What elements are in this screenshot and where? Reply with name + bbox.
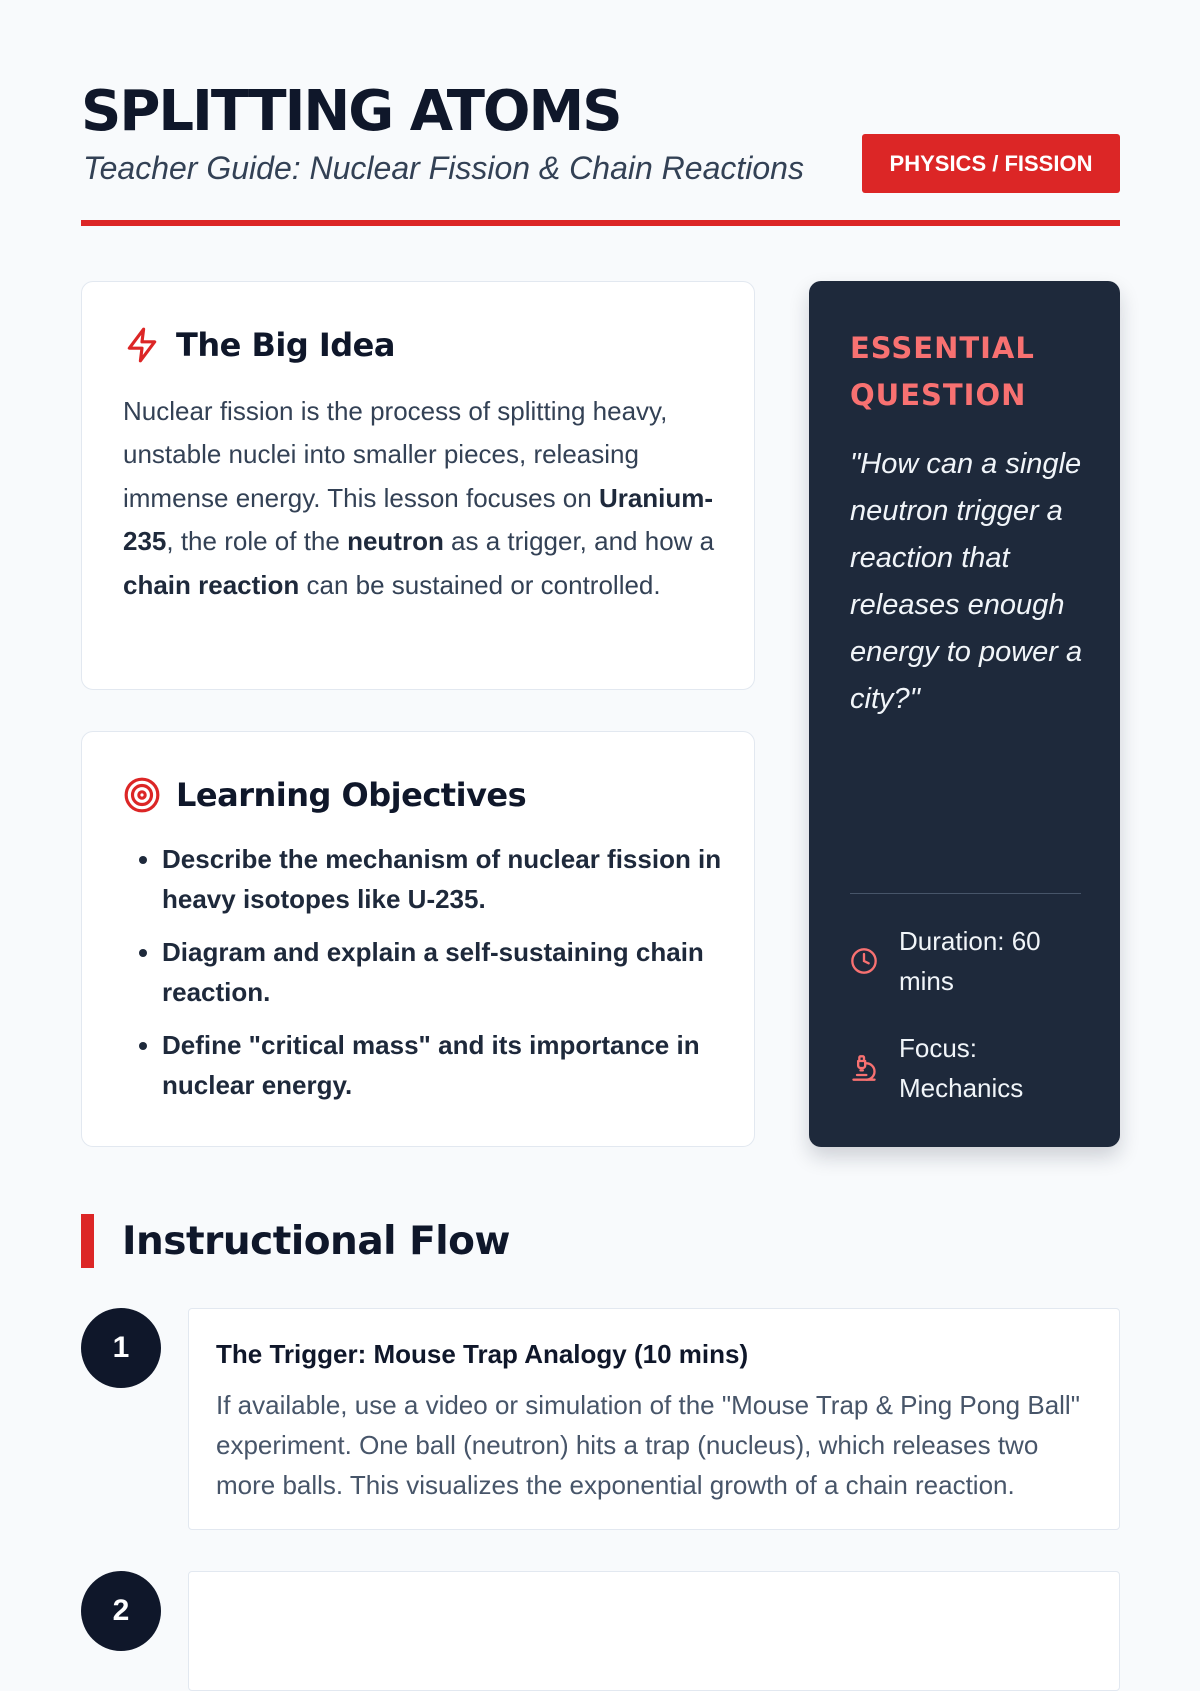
step-title: The Trigger: Mouse Trap Analogy (10 mins) bbox=[216, 1339, 749, 1369]
step-card bbox=[188, 1571, 1120, 1691]
essential-question-card bbox=[809, 281, 1120, 1147]
step-number-badge: 2 bbox=[81, 1571, 161, 1651]
objectives-header bbox=[123, 776, 526, 814]
page-subtitle: Teacher Guide: Nuclear Fission & Chain Reactions bbox=[83, 150, 804, 186]
big-idea-card bbox=[81, 281, 755, 690]
step-text: If available, use a video or simulation of the "Mouse Trap & Ping Pong Ball" experiment. One ball (neutron) hits a trap (nucleus), which releases two more balls. This visualizes the exponential growth of a chain reaction. bbox=[216, 1390, 1080, 1500]
duration-meta bbox=[850, 921, 1090, 1001]
header-divider bbox=[81, 220, 1120, 226]
list-item: • Describe the mechanism of nuclear fission in heavy isotopes like U-235. bbox=[162, 839, 722, 919]
focus-text: Focus: Mechanics bbox=[899, 1033, 1024, 1103]
keyword-chain-reaction: chain reaction bbox=[123, 569, 300, 600]
big-idea-title: The Big Idea bbox=[176, 326, 395, 364]
target-icon bbox=[123, 776, 161, 814]
page-header bbox=[81, 0, 1120, 228]
list-item: • Define "critical mass" and its importance in nuclear energy. bbox=[162, 1025, 722, 1105]
objectives-list bbox=[162, 839, 722, 1118]
learning-objectives-card bbox=[81, 731, 755, 1147]
page-title: SPLITTING ATOMS bbox=[81, 79, 621, 144]
subject-tag: PHYSICS / FISSION bbox=[862, 134, 1120, 193]
focus-meta bbox=[850, 1028, 1090, 1108]
essential-question-quote: "How can a single neutron trigger a reaction that releases enough energy to power a city?" bbox=[850, 448, 1083, 715]
duration-text: Duration: 60 mins bbox=[899, 926, 1041, 996]
teacher-guide-page bbox=[81, 0, 1120, 1627]
clock-icon bbox=[850, 947, 878, 975]
essential-question-divider bbox=[850, 893, 1081, 894]
big-idea-text: Nuclear fission is the process of splitting heavy, unstable nuclei into smaller pieces, releasing immense energy. This lesson focuses on Uranium-235, the role of the neutron as a trigger, and how a chain reaction can be sustained or controlled. bbox=[123, 396, 715, 600]
keyword-neutron: neutron bbox=[347, 526, 444, 557]
microscope-icon bbox=[850, 1054, 878, 1082]
step-number-badge: 1 bbox=[81, 1308, 161, 1388]
keyword-uranium: Uranium-235 bbox=[123, 482, 714, 557]
step-card bbox=[188, 1308, 1120, 1530]
list-item: • Diagram and explain a self-sustaining chain reaction. bbox=[162, 932, 722, 1012]
essential-question-label: ESSENTIAL QUESTION bbox=[850, 331, 1035, 412]
flow-accent-bar bbox=[81, 1214, 94, 1268]
objectives-title: Learning Objectives bbox=[176, 776, 527, 814]
instructional-flow-header bbox=[81, 1214, 510, 1268]
big-idea-header bbox=[123, 326, 395, 364]
lightning-icon bbox=[123, 326, 161, 364]
instructional-flow-title: Instructional Flow bbox=[122, 1218, 510, 1264]
